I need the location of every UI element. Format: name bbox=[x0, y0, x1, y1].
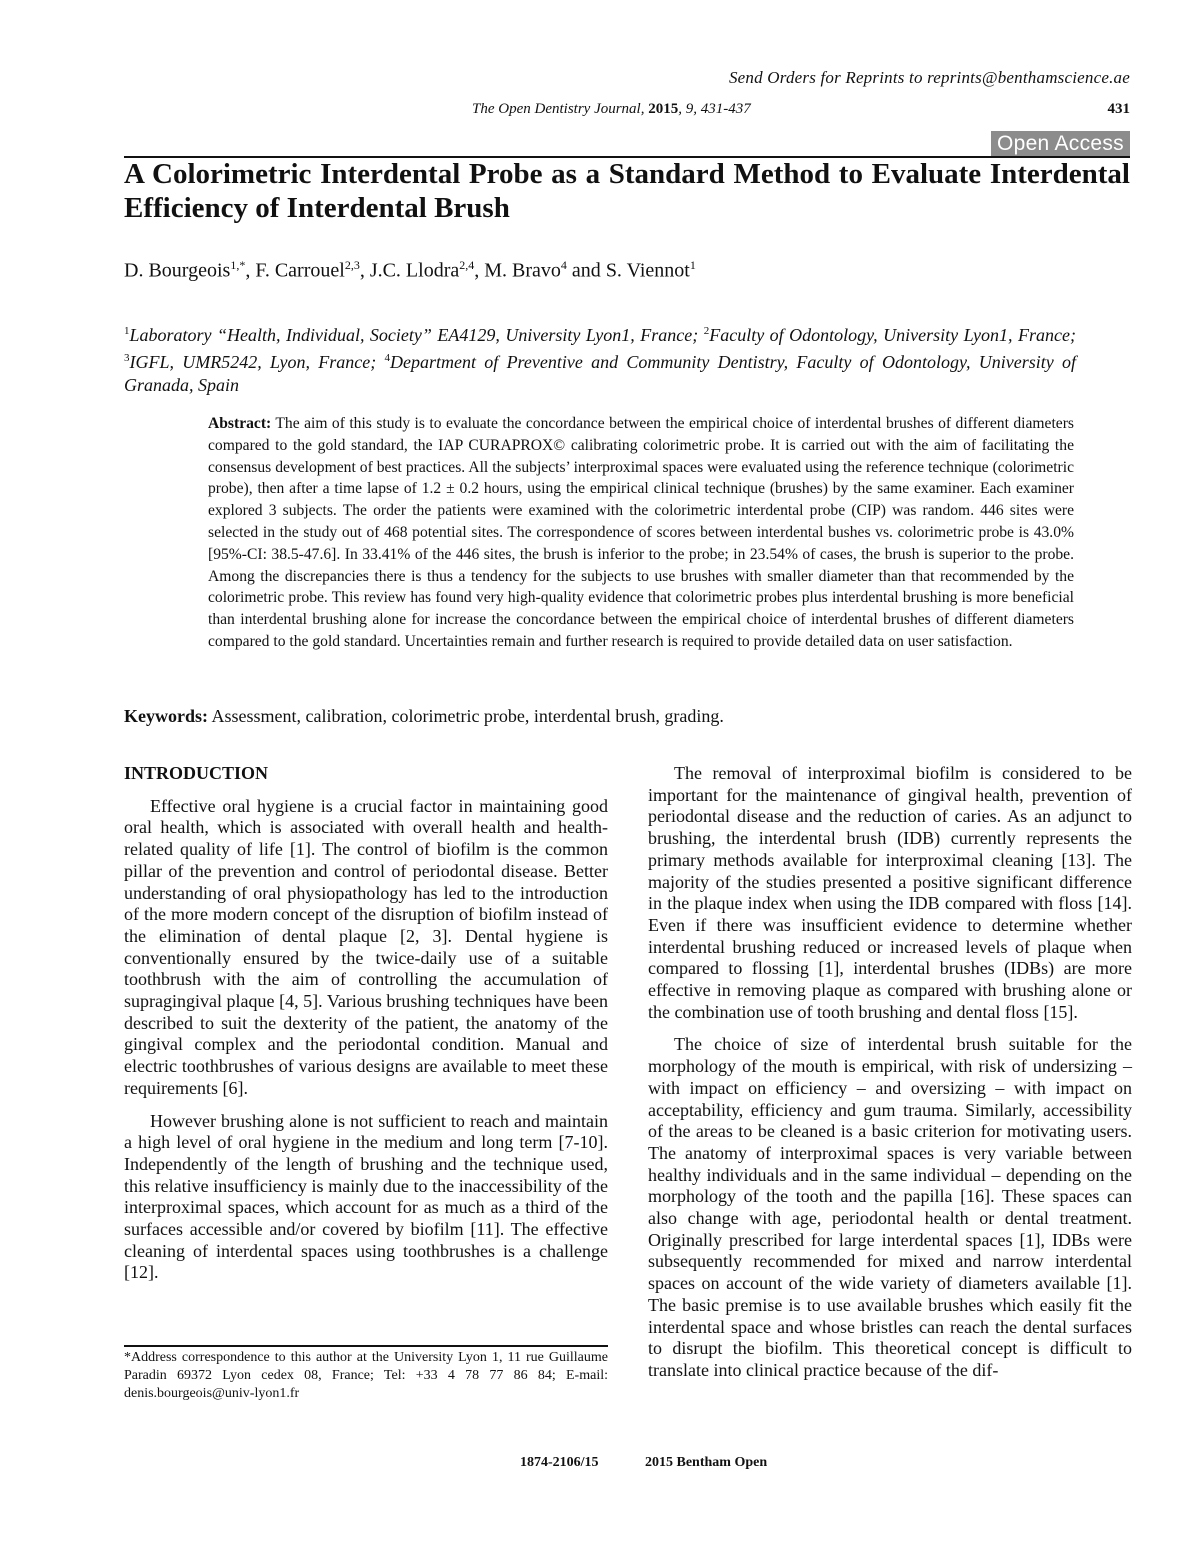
journal-name: The Open Dentistry Journal, bbox=[472, 101, 645, 117]
author-name: M. Bravo bbox=[484, 259, 561, 282]
author-separator: , bbox=[474, 259, 485, 282]
running-header bbox=[0, 101, 1200, 123]
article-title: A Colorimetric Interdental Probe as a Standard Method to Evaluate Interdental Efficiency of Interdental Brush bbox=[124, 158, 1130, 224]
affiliations bbox=[124, 320, 1076, 397]
author-affil-sup: 1 bbox=[689, 258, 696, 272]
abstract-label: Abstract: bbox=[208, 415, 272, 432]
keywords-label: Keywords: bbox=[124, 706, 208, 726]
author-name: D. Bourgeois bbox=[124, 259, 231, 282]
author-name: J.C. Llodra bbox=[369, 259, 460, 282]
reprints-notice: Send Orders for Reprints to reprints@benthamscience.ae bbox=[728, 68, 1130, 87]
journal-year: 2015 bbox=[648, 101, 679, 117]
author-affil-sup: 2,3 bbox=[344, 258, 360, 272]
body-paragraph: Effective oral hygiene is a crucial factor in maintaining good oral health, which is associated with overall health and health-related quality of life [1]. The control of biofilm is the common pillar of the prevention and control of periodontal disease. Better understanding of oral physiopathology has led to the introduction of the more modern concept of the disruption of biofilm instead of the elimination of dental plaque [2, 3]. Dental hygiene is conventionally ensured by the twice-daily use of a suitable toothbrush with the aim of controlling the accumulation of supragingival plaque [4, 5]. Various brushing techniques have been described to suit the dexterity of the patient, the anatomy of the gingival complex and the periodontal condition. Manual and electric toothbrushes of various designs are available to meet these requirements [6]. bbox=[124, 795, 608, 1098]
author-separator: and bbox=[566, 259, 606, 282]
affil-sup: 3 bbox=[124, 352, 130, 364]
journal-citation bbox=[472, 101, 751, 118]
affil-sup: 2 bbox=[703, 325, 710, 337]
keywords-text: Assessment, calibration, colorimetric probe, interdental brush, grading. bbox=[208, 706, 724, 726]
author-affil-sup: 1,* bbox=[230, 258, 246, 272]
author-separator: , bbox=[359, 259, 370, 282]
affil-sup: 1 bbox=[124, 325, 130, 337]
abstract-text: The aim of this study is to evaluate the concordance between the empirical choice of interdental brushes of different diameters compared to the gold standard, the IAP CURAPROX© calibrating colorimetric probe. It is carried out with the aim of facilitating the consensus development of best practices. All the subjects’ interproximal spaces were evaluated using the reference technique (colorimetric probe), then after a time lapse of 1.2 ± 0.2 hours, using the empirical clinical technique (brushes) by the same examiner. Each examiner explored 3 subjects. The order the patients were examined with the colorimetric interdental probe (CIP) was random. 446 sites were selected in the study out of 468 potential sites. The correspondence of scores between interdental bushes vs. colorimetric probe is 43.0% [95%-CI: 38.5-47.6]. In 33.41% of the 446 sites, the brush is inferior to the probe; in 23.54% of cases, the brush is superior to the probe. Among the discrepancies there is thus a tendency for the subjects to use brushes with smaller diameter than that recommended by the colorimetric probe. This review has found very high-quality evidence that colorimetric probes plus interdental brushing is more beneficial than interdental brushing alone for increase the concordance between the empirical choice of interdental brushes of different diameters compared to the gold standard. Uncertainties remain and further research is required to provide detailed data on user satisfaction. bbox=[208, 415, 1074, 650]
affil-text: Department of Preventive and Community Dentistry, Faculty of Odontology, University of Granada, Spain bbox=[124, 352, 1076, 395]
author-separator: , bbox=[245, 259, 256, 282]
correspondence-footnote: *Address correspondence to this author at the University Lyon 1, 11 rue Guillaume Paradin 69372 Lyon cedex 08, France; Tel: +33 4 78 77 86 84; E-mail: denis.bourgeois@univ-lyon1.fr bbox=[124, 1350, 608, 1401]
author-name: F. Carrouel bbox=[255, 259, 345, 282]
body-paragraph: The choice of size of interdental brush suitable for the morphology of the mouth is empirical, with risk of undersizing – with impact on efficiency – and oversizing – with impact on acceptability, efficiency and gum trauma. Similarly, accessibility of the areas to be cleaned is a basic criterion for motivating users. The anatomy of interproximal spaces is very variable between healthy individuals and in the same individual – depending on the morphology of the tooth and the papilla [16]. These spaces can also change with age, periodontal health or dental treatment. Originally prescribed for large interdental spaces [1], IDBs were subsequently recommended for mixed and narrow interdental spaces on account of the wide variety of diameters available [1]. The basic premise is to use available brushes which easily fit the interdental space and whose bristles can reach the dental surfaces to disrupt the biofilm. This theoretical concept is difficult to translate into clinical practice because of the dif- bbox=[648, 1034, 1132, 1380]
author-name: S. Viennot bbox=[605, 259, 690, 282]
left-column bbox=[124, 763, 608, 1295]
affil-text: Faculty of Odontology, University Lyon1, France; bbox=[709, 325, 1077, 345]
keywords bbox=[124, 706, 724, 727]
author-list bbox=[124, 258, 696, 283]
journal-volume-pages: , 9, 431-437 bbox=[678, 101, 751, 117]
author-affil-sup: 2,4 bbox=[459, 258, 475, 272]
page-number: 431 bbox=[1107, 101, 1130, 117]
section-heading-introduction: INTRODUCTION bbox=[124, 763, 269, 783]
body-paragraph: The removal of interproximal biofilm is considered to be important for the maintenance of gingival health, prevention of periodontal disease and the reduction of caries. As an adjunct to brushing, the interdental brush (IDB) currently represents the primary methods available for interproximal cleaning [13]. The majority of the studies presented a positive significant difference in the plaque index when using the IDB compared with floss [14]. Even if there was insufficient evidence to determine whether interdental brushing reduced or increased levels of plaque when compared to flossing [1], interdental brushes (IDBs) are more effective in removing plaque as compared with brushing alone or the combination use of tooth brushing and dental floss [15]. bbox=[648, 763, 1132, 1022]
issn: 1874-2106/15 bbox=[520, 1455, 599, 1470]
body-paragraph: However brushing alone is not sufficient to reach and maintain a high level of oral hygiene in the medium and long term [7-10]. Independently of the length of brushing and the technique used, this relative insufficiency is mainly due to the inaccessibility of the interproximal spaces, which account for as much as a third of the surfaces accessible and/or covered by biofilm [11]. The effective cleaning of interdental spaces using toothbrushes is a challenge [12]. bbox=[124, 1110, 608, 1283]
right-column bbox=[648, 763, 1132, 1393]
open-access-badge: Open Access bbox=[991, 131, 1130, 157]
abstract bbox=[208, 413, 1074, 653]
publisher-line: 2015 Bentham Open bbox=[645, 1455, 768, 1470]
affil-text: Laboratory “Health, Individual, Society” EA4129, University Lyon1, France; bbox=[129, 325, 704, 345]
author-affil-sup: 4 bbox=[560, 258, 567, 272]
affil-text: IGFL, UMR5242, Lyon, France; bbox=[129, 352, 385, 372]
footnote-rule bbox=[124, 1345, 608, 1347]
affil-sup: 4 bbox=[384, 352, 391, 364]
